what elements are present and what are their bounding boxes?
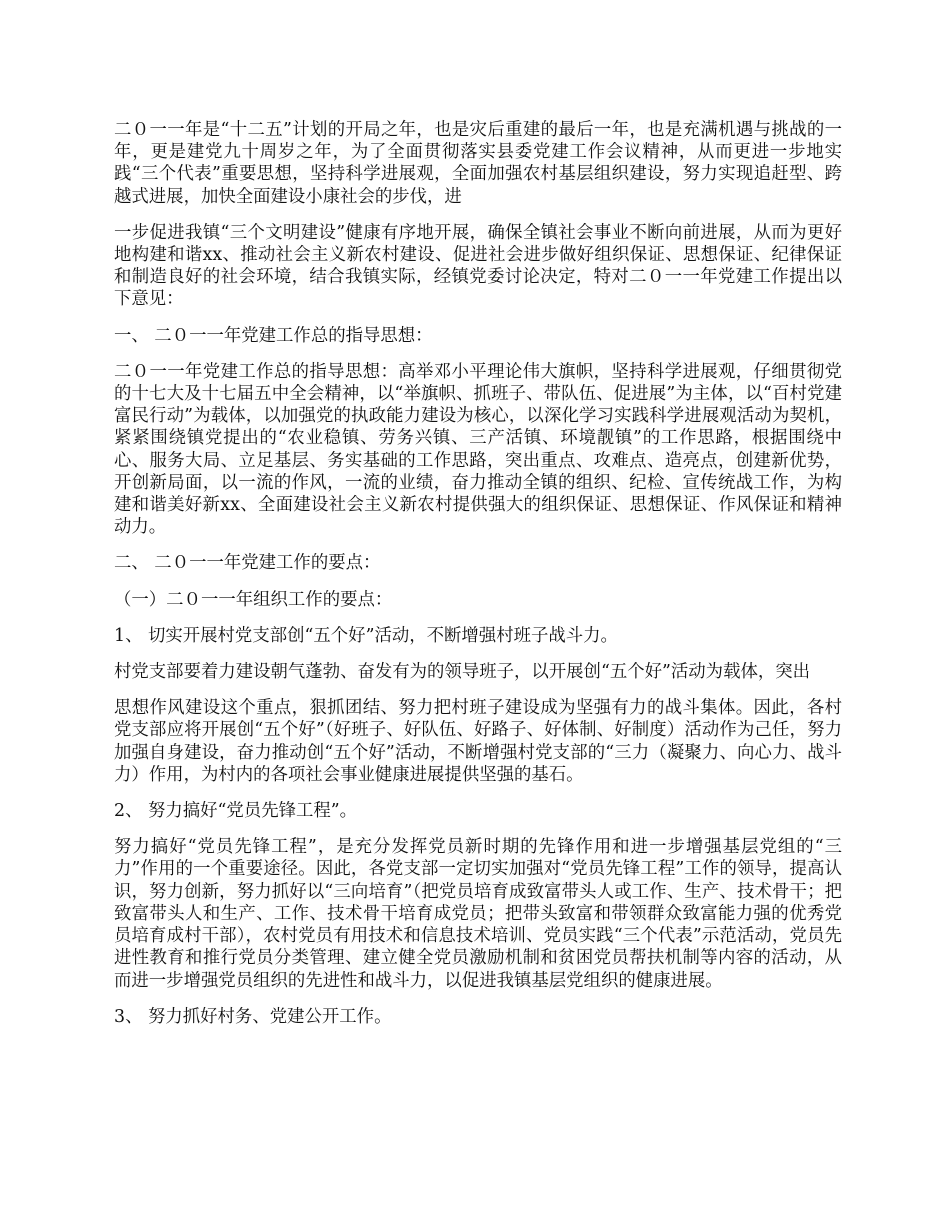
item-heading-five-goods: 1、 切实开展村党支部创“五个好”活动，不断增强村班子战斗力。 <box>114 625 618 646</box>
paragraph-guiding-ideology: 二０一一年党建工作总的指导思想：高举邓小平理论伟大旗帜，坚持科学进展观，仔细贯彻党的十七大及十七届五中全会精神，以“举旗帜、抓班子、带队伍、促进展”为主体，以“百村党建富民行动”为载体，以加强党的执政能力建设为核心，以深化学习实践科学进展观活动为契机，紧紧围绕镇党提出的“农业稳镇、劳务兴镇、三产活镇、环境靓镇”的工作思路，根据围绕中心、服务大局、立足基层、务实基础的工作思路，突出重点、攻难点、造亮点，创建新优势，开创新局面，以一流的作风，一流的业绩，奋力推动全镇的组织、纪检、宣传统战工作，为构建和谐美好新xx、全面建设社会主义新农村提供强大的组织保证、思想保证、作风保证和精神动力。 <box>114 361 842 538</box>
item-heading-village-affairs: 3、 努力抓好村务、党建公开工作。 <box>114 1006 392 1027</box>
subsection-heading-organization: （一）二０一一年组织工作的要点： <box>114 589 393 610</box>
section-heading-key-points: 二、 二０一一年党建工作的要点： <box>114 553 381 574</box>
paragraph-intro-continued: 一步促进我镇“三个文明建设”健康有序地开展，确保全镇社会事业不断向前进展，从而为更好地构建和谐xx、推动社会主义新农村建设、促进社会进步做好组织保证、思想保证、纪律保证和制造良好的社会环境，结合我镇实际，经镇党委讨论决定，特对二０一一年党建工作提出以下意见： <box>114 222 842 310</box>
paragraph-pioneer-project: 努力搞好“党员先锋工程”，是充分发挥党员新时期的先锋作用和进一步增强基层党组的“三力”作用的一个重要途径。因此，各党支部一定切实加强对“党员先锋工程”工作的领导，提高认识，努力创新，努力抓好以“三向培育”（把党员培育成致富带头人或工作、生产、技术骨干；把致富带头人和生产、工作、技术骨干培育成党员；把带头致富和带领群众致富能力强的优秀党员培育成村干部），农村党员有用技术和信息技术培训、党员实践“三个代表”示范活动，党员先进性教育和推行党员分类管理、建立健全党员激励机制和贫困党员帮扶机制等内容的活动，从而进一步增强党员组织的先进性和战斗力，以促进我镇基层党组织的健康进展。 <box>114 837 842 991</box>
paragraph-five-goods-intro: 村党支部要着力建设朝气蓬勃、奋发有为的领导班子，以开展创“五个好”活动为载体，突出 <box>114 662 811 683</box>
section-heading-guiding-ideology: 一、 二０一一年党建工作总的指导思想： <box>114 325 433 346</box>
paragraph-five-goods-detail: 思想作风建设这个重点，狠抓团结、努力把村班子建设成为坚强有力的战斗集体。因此，各村党支部应将开展创“五个好”（好班子、好队伍、好路子、好体制、好制度）活动作为己任，努力加强自身建设，奋力推动创“五个好”活动，不断增强村党支部的“三力（凝聚力、向心力、战斗力）作用，为村内的各项社会事业健康进展提供坚强的基石。 <box>114 698 842 785</box>
item-heading-pioneer-project: 2、 努力搞好“党员先锋工程”。 <box>114 801 358 822</box>
paragraph-intro: 二０一一年是“十二五”计划的开局之年，也是灾后重建的最后一年，也是充满机遇与挑战的一年，更是建党九十周岁之年，为了全面贯彻落实县委党建工作会议精神，从而更进一步地实践“三个代表”重要思想，坚持科学进展观，全面加强农村基层组织建设，努力实现追赶型、跨越式进展，加快全面建设小康社会的步伐，进 <box>114 120 842 207</box>
